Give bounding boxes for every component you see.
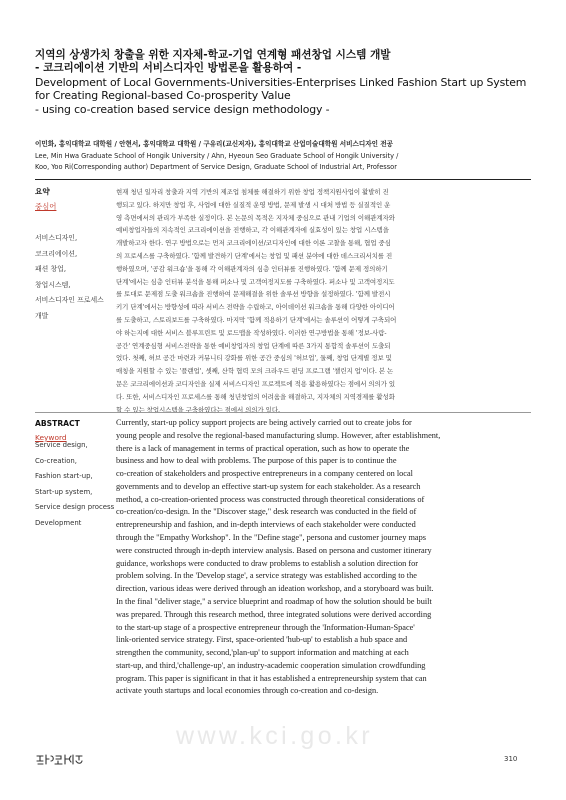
journal-logo xyxy=(35,752,85,767)
abstract-line: 의 프로세스를 구축하였다. '함께 발견하기 단계'에서는 창업 및 패션 분야에 대한 데스크리서치를 진 xyxy=(116,251,393,260)
abstract-line: 개발하고자 한다. 연구 방법으로는 먼저 코크리에이션/코디자인에 대한 이론 고찰을 통해, 협업 중심 xyxy=(116,239,391,248)
abstract-line: direction, various ideas were derived through an ideation workshop, and a storyboard was built. xyxy=(116,584,434,594)
abstract-line: 키기 단계'에서는 방향성에 따라 서비스 전략을 수립하고, 아이데이션 워크숍을 통해 다양한 아이디어 xyxy=(116,303,395,312)
keyword-item: Co-creation, xyxy=(35,456,77,465)
abstract-line: problem solving. In the 'Develop stage', a service strategy was established according to the xyxy=(116,571,417,581)
abstract-line: 었다. 첫째, 허브 공간 마련과 커뮤니티 강화를 위한 공간 중심의 '허브업', 둘째, 창업 단계별 정보 및 xyxy=(116,354,392,363)
title-line-en: Development of Local Governments-Universities-Enterprises Linked Fashion Start up System xyxy=(35,75,527,89)
abstract-line: method, a co-creation-oriented process was constructed through theoretical considerations of xyxy=(116,494,425,504)
abstract-line: guidance, workshops were conducted to draw problems to establish a solution direction for xyxy=(116,558,419,568)
authors-ko: 이민화, 홍익대학교 대학원 / 안현서, 홍익대학교 대학원 / 구유리(교신저자), 홍익대학교 산업미술대학원 서비스디자인 전공 xyxy=(35,140,394,148)
abstract-line: governments and to develop an effective start-up system for each stakeholder. As a research xyxy=(116,481,421,491)
abstract-line: 행하였으며, '공감 워크숍'을 통해 각 이해관계자의 심층 인터뷰를 진행하였다. '함께 문제 정의하기 xyxy=(116,264,388,273)
abstract-line: was prepared. Through this research method, three integrated solutions were derived according xyxy=(116,609,432,619)
title-line-en: for Creating Regional-based Co-prosperity Value xyxy=(35,89,291,103)
abstract-line: 단계'에서는 심층 인터뷰 분석을 통해 퍼소나 및 고객여정지도를 구축하였다. 퍼소나 및 고객여정지도 xyxy=(116,277,395,286)
abstract-line: 매칭을 지원할 수 있는 '플랜업', 셋째, 산학 협력 모의 크라우드 펀딩 프로그램 '챌린지 업'이다. 본 논 xyxy=(116,367,394,376)
subtitle-line-ko: - 코크리에이션 기반의 서비스디자인 방법론을 활용하여 - xyxy=(35,62,302,75)
abstract-line: 영 측면에서의 관리가 부족한 실정이다. 본 논문의 목적은 지자체 중심으로 관내 기업의 이해관계자와 xyxy=(116,213,395,222)
page-number: 310 xyxy=(504,755,518,763)
abstract-line: 행되고 있다. 하지만 창업 후, 사업에 대한 실질적 운영 방법, 문제 발생 시 대처 방법 등 실질적인 운 xyxy=(116,200,391,209)
abstract-line: 다. 또한, 서비스디자인 프로세스를 통해 청년창업의 어려움을 해결하고, 지자체의 지역경제를 활성화 xyxy=(116,392,395,401)
abstract-line: start-up, and third,'challenge-up', an industry-academic cooperation simulation crowdfunding xyxy=(116,660,426,670)
keyword-item: 서비스디자인 프로세스 xyxy=(35,296,104,304)
keyword-item: 개발 xyxy=(35,311,49,320)
abstract-line: In the final "deliver stage," a service blueprint and roadmap of how the solution should be built xyxy=(116,596,432,606)
abstract-line: 문은 코크리에이션과 코디자인을 실제 서비스디자인 프로젝트에 적용 활용하였다는 점에서 의의가 있 xyxy=(116,379,396,388)
keyword-item: 패션 창업, xyxy=(35,265,67,273)
abstract-line: 할 수 있는 창업시스템을 구축하였다는 점에서 의의가 있다. xyxy=(116,405,281,414)
korean-keyword-list xyxy=(35,231,115,324)
keyword-item: 서비스디자인, xyxy=(35,234,78,242)
korean-keyword-label: 중심어 xyxy=(35,202,57,211)
keyword-item: Service design, xyxy=(35,441,88,449)
authors-en-line: Lee, Min Hwa Graduate School of Hongik University / Ahn, Hyeoun Seo Graduate School of Hongik University / xyxy=(35,151,399,160)
abstract-line: Currently, start-up policy support projects are being actively carried out to create jobs for xyxy=(116,418,412,427)
english-abstract-heading: ABSTRACT xyxy=(35,419,80,428)
english-abstract-body xyxy=(116,417,534,698)
authors-en-line: Koo, Yoo Ri(Corresponding author) Department of Service Design, Graduate School of Industrial Art, Professor xyxy=(35,163,397,172)
abstract-line: activate youth startups and local economies through co-creation and co-design. xyxy=(116,686,379,696)
abstract-line: 공간' 연계중심형 서비스전략을 통한 예비창업자의 창업 단계에 따른 3가지 통합적 솔루션이 도출되 xyxy=(116,341,391,350)
abstract-line: through the "Empathy Workshop". In the "Define stage", persona and customer journey maps xyxy=(116,533,426,543)
korean-abstract-heading: 요약 xyxy=(35,187,50,196)
abstract-line: 예비창업자들의 지속적인 코크리에이션을 진행하고, 각 이해관계자에 실효성이 있는 창업 시스템을 xyxy=(116,226,389,235)
abstract-line: entrepreneurship and fashion, and in-depth interviews of each stakeholder were conducted xyxy=(116,520,416,530)
keyword-item: 코크리에이션, xyxy=(35,249,78,258)
english-keyword-list xyxy=(35,438,115,531)
keyword-item: Fashion start-up, xyxy=(35,472,93,480)
abstract-line: 야 하는지에 대한 서비스 블루프린트 및 로드맵을 작성하였다. 이러한 연구방법을 통해 '정보-사람- xyxy=(116,328,387,337)
korean-abstract-body xyxy=(116,186,534,416)
abstract-line: there is a lack of management in terms of practical operation, such as how to operate the xyxy=(116,443,410,453)
abstract-line: 현재 청년 일자리 창출과 지역 기반의 제조업 침체를 해결하기 위한 창업 정책지원사업이 활발히 진 xyxy=(116,188,389,196)
abstract-line: program. This paper is significant in that it has established a entrepreneurship system that can xyxy=(116,673,427,683)
kci-watermark: www.kci.go.kr xyxy=(176,722,374,750)
abstract-line: to the start-up stage of a prospective entrepreneur through the 'Information-Human-Space' xyxy=(116,622,415,632)
abstract-line: strengthen the community, second,'plan-up' to support information and matching at each xyxy=(116,648,409,658)
abstract-line: co-creation of stakeholders and prospective entrepreneurs in a company centered on local xyxy=(116,469,413,479)
keyword-item: Development xyxy=(35,518,82,527)
subtitle-line-en: - using co-creation based service design methodology - xyxy=(35,102,330,116)
abstract-line: co-creation/co-design. In the "Discover stage," desk research was conducted in the field of xyxy=(116,507,417,517)
english-keyword-label: Keyword xyxy=(35,433,67,442)
keyword-item: Service design process xyxy=(35,503,115,511)
section-divider xyxy=(35,179,531,180)
abstract-line: business and how to deal with problems. The purpose of this paper is to continue the xyxy=(116,456,397,466)
abstract-line: were constructed through in-depth interview analysis. Based on persona and customer itinerary xyxy=(116,545,432,555)
title-line-ko: 지역의 상생가치 창출을 위한 지자체-학교-기업 연계형 패션창업 시스템 개발 xyxy=(35,49,391,61)
author-list xyxy=(35,139,535,174)
keyword-item: 창업시스템, xyxy=(35,280,71,289)
abstract-line: young people and resolve the regional-based manufacturing slump. However, after establishment, xyxy=(116,430,441,440)
abstract-line: 를 토대로 문제점 도출 워크숍을 진행하여 문제해결을 위한 솔루션 방향을 설정하였다. '함께 발전시 xyxy=(116,290,391,299)
keyword-item: Start-up system, xyxy=(35,487,93,496)
paper-title xyxy=(35,49,535,116)
abstract-line: link-oriented service strategy. First, space-oriented 'hub-up' to establish a hub space and xyxy=(116,635,408,645)
abstract-line: 를 도출하고, 스토리보드를 구축하였다. 마지막 '함께 적용하기 단계'에서는 솔루션이 어떻게 구축되어 xyxy=(116,315,397,324)
section-divider xyxy=(35,412,531,413)
